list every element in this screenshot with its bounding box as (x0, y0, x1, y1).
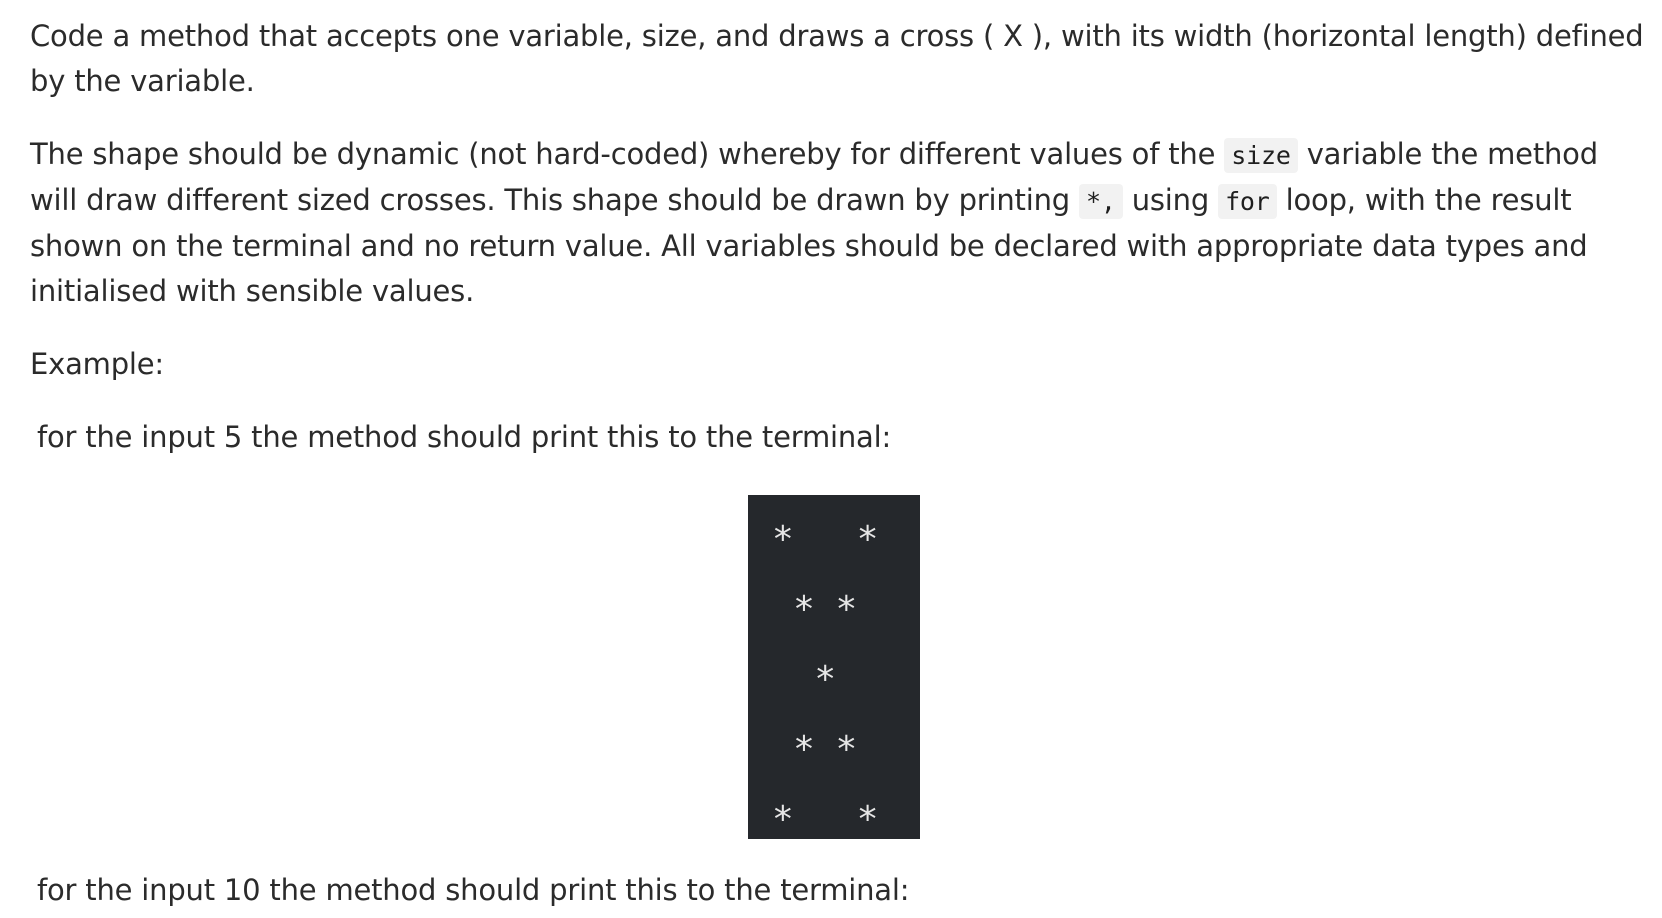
requirements-text-1: The shape should be dynamic (not hard-coded) whereby for different values of the (30, 137, 1225, 171)
example-1-description: for the input 5 the method should print this to the terminal: (37, 420, 892, 454)
requirements-paragraph (30, 132, 1650, 314)
terminal-output-panel (748, 495, 920, 839)
example-2-description: for the input 10 the method should print this to the terminal: (37, 873, 910, 907)
requirements-text-2: variable the method will draw different sized crosses. This shape should be drawn by printing (30, 137, 1598, 217)
instructions-content (30, 14, 1650, 460)
example-2-wrapper (37, 868, 909, 913)
asterisk-code: *, (1079, 184, 1123, 219)
requirements-text-3: using (1122, 183, 1219, 217)
example-label: Example: (30, 347, 164, 381)
for-code: for (1218, 184, 1277, 219)
terminal-output-text: * * * * * * * * * (772, 519, 878, 840)
size-code: size (1224, 138, 1297, 173)
task-description-paragraph: Code a method that accepts one variable, size, and draws a cross ( X ), with its width (horizontal length) defined by the variable. (30, 19, 1644, 98)
requirements-text-4: loop, with the result shown on the terminal and no return value. All variables should be declared with appropriate data types and initialised with sensible values. (30, 183, 1588, 308)
